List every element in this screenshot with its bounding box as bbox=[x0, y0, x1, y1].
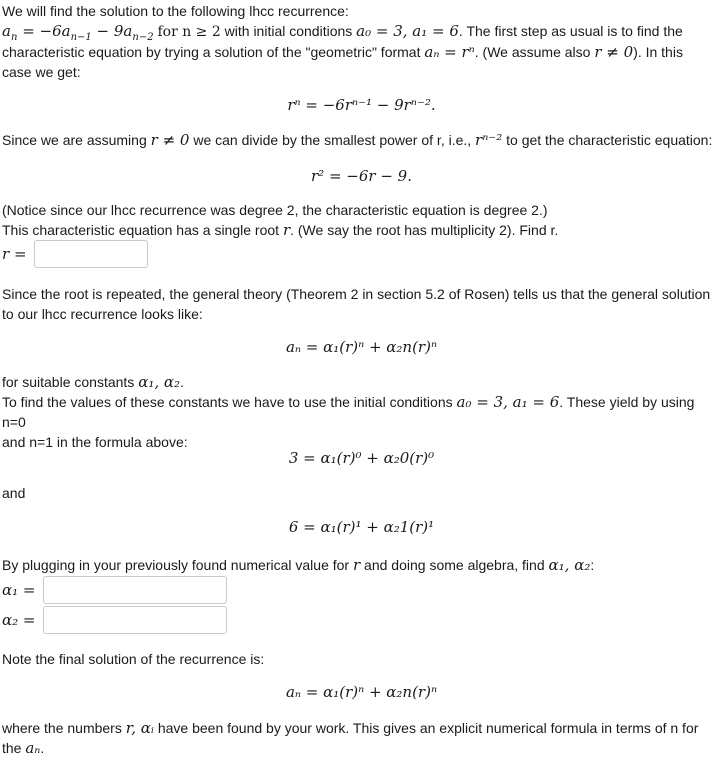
equation-recurrence-substituted: rⁿ = −6rⁿ⁻¹ − 9rⁿ⁻². bbox=[287, 96, 436, 114]
characteristic-equation: r² = −6r − 9. bbox=[311, 167, 412, 185]
alpha1-label: α₁ = bbox=[2, 581, 36, 599]
geometric-format: aₙ = rⁿ bbox=[424, 43, 475, 61]
repeated-root-paragraph: Since the root is repeated, the general theory (Theorem 2 in section 5.2 of Rosen) tells us that the general solution to our lhcc recurrence looks like: bbox=[2, 286, 711, 322]
single-root-text: This characteristic equation has a single root r. (We say the root has multiplicity 2). Find r. bbox=[2, 221, 559, 239]
general-solution-formula: aₙ = α₁(r)ⁿ + α₂n(r)ⁿ bbox=[285, 338, 438, 356]
equation-n0: 3 = α₁(r)⁰ + α₂0(r)⁰ bbox=[288, 449, 435, 467]
intro-line-3: characteristic equation by trying a solution of the "geometric" format aₙ = rⁿ. (We assume also r ≠ 0). In this bbox=[2, 43, 683, 61]
alpha2-input[interactable] bbox=[43, 606, 227, 634]
r-label: r = bbox=[2, 245, 27, 263]
recurrence-condition: for n ≥ 2 bbox=[157, 24, 221, 40]
alpha2-label: α₂ = bbox=[2, 611, 36, 629]
constants-text: for suitable constants α₁, α₂. bbox=[2, 373, 184, 391]
intro-line-1: We will find the solution to the following lhcc recurrence: bbox=[2, 3, 349, 19]
equation-n1: 6 = α₁(r)¹ + α₂1(r)¹ bbox=[288, 518, 435, 536]
recurrence-formula: $a_n = -6a_{n-1} - 9a_{n-2}$ bbox=[2, 22, 154, 43]
divide-sentence: Since we are assuming r ≠ 0 we can divide by the smallest power of r, i.e., rⁿ⁻² to get the characteristic equation: bbox=[2, 131, 713, 149]
closing-paragraph: where the numbers r, αᵢ have been found by your work. This gives an explicit numerical formula in terms of n for the aₙ. bbox=[2, 719, 699, 757]
r-answer-row bbox=[2, 240, 148, 268]
alpha1-answer-row bbox=[2, 576, 227, 604]
final-solution-formula: aₙ = α₁(r)ⁿ + α₂n(r)ⁿ bbox=[285, 683, 438, 701]
alpha2-answer-row bbox=[2, 606, 227, 634]
notice-text: (Notice since our lhcc recurrence was degree 2, the characteristic equation is degree 2.) bbox=[2, 202, 548, 218]
note-final-text: Note the final solution of the recurrence is: bbox=[2, 651, 265, 667]
initial-conditions: a₀ = 3, a₁ = 6 bbox=[356, 22, 459, 40]
intro-line-4: case we get: bbox=[2, 64, 81, 80]
and-text: and bbox=[2, 485, 26, 501]
intro-paragraph bbox=[2, 1, 718, 82]
find-values-text: To find the values of these constants we have to use the initial conditions a₀ = 3, a₁ = 6. These yield by using n=0 and n=1 in the formula above: bbox=[2, 393, 695, 450]
plugging-text: By plugging in your previously found numerical value for r and doing some algebra, find α₁, α₂: bbox=[2, 556, 595, 574]
alpha1-input[interactable] bbox=[43, 576, 227, 604]
r-input[interactable] bbox=[34, 240, 148, 268]
intro-line-2: $a_n = -6a_{n-1} - 9a_{n-2}$ for n ≥ 2 with initial conditions a₀ = 3, a₁ = 6. The first step as usual is to find the bbox=[2, 22, 683, 43]
